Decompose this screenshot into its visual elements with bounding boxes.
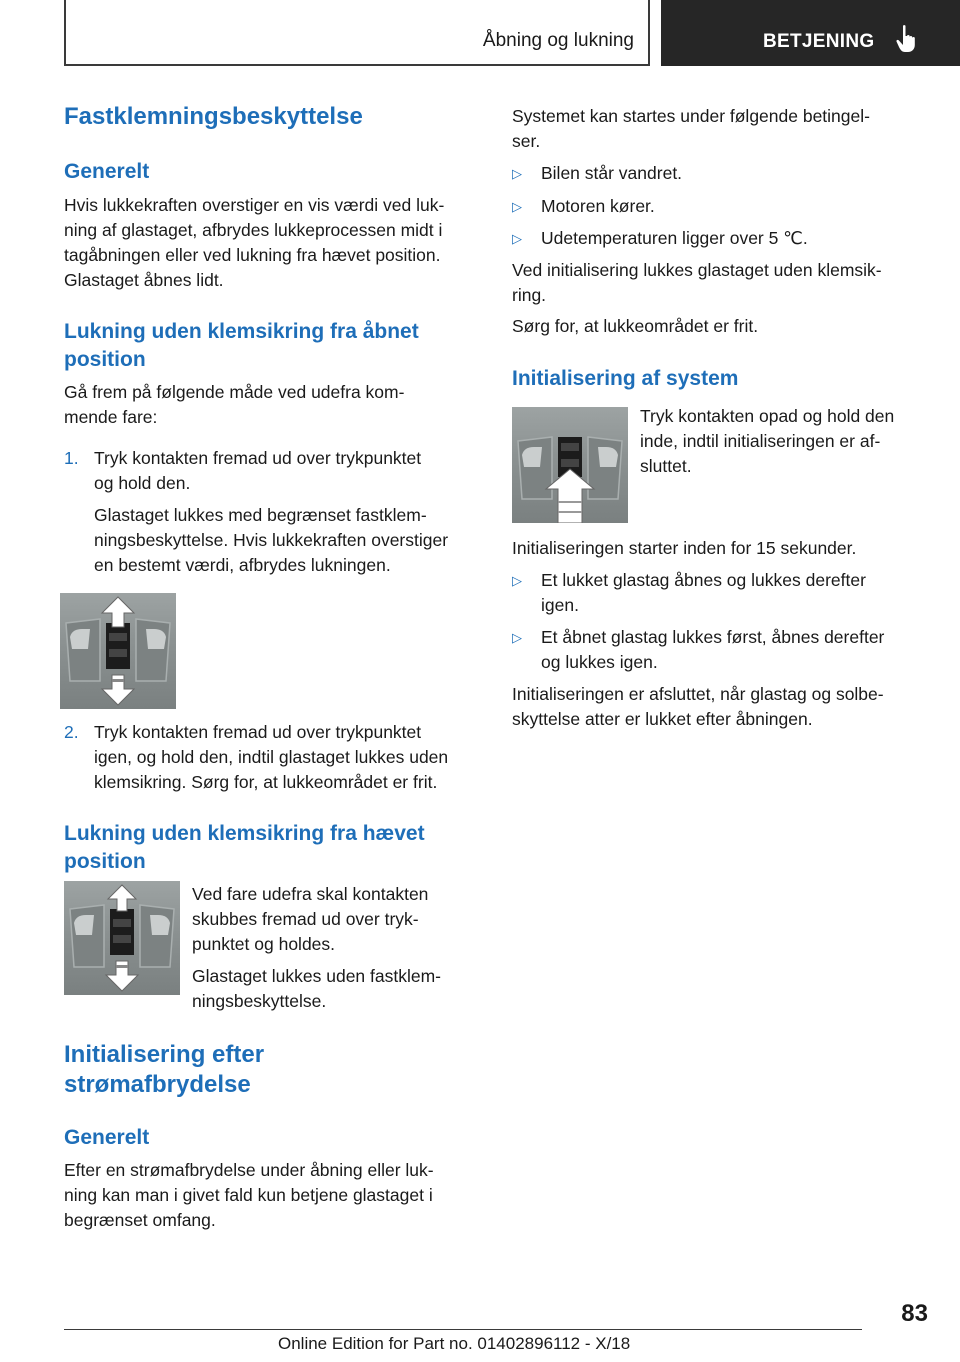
header-section-box [661, 0, 960, 66]
condition-3: Udetemperaturen ligger over 5 ℃. [541, 228, 808, 248]
switch-image-up-down [60, 593, 176, 709]
triangle-bullet-icon: ▷ [512, 231, 522, 246]
paragraph-init-starts: Initialiseringen starter inden for 15 sekunder. [512, 538, 857, 558]
pointing-hand-icon [894, 24, 922, 54]
triangle-bullet-icon: ▷ [512, 573, 522, 588]
paragraph-init-closed: Ved initialisering lukkes glastaget uden klemsik- ring. [512, 260, 882, 305]
triangle-bullet-icon: ▷ [512, 166, 522, 181]
triangle-bullet-icon: ▷ [512, 199, 522, 214]
paragraph-general-2: Efter en strømafbrydelse under åbning eller luk- ning kan man i givet fald kun betjene glastaget i begrænset omfang. [64, 1160, 434, 1230]
heading-init-system: Initialisering af system [512, 367, 739, 390]
paragraph-conditions: Systemet kan startes under følgende betingel- ser. [512, 106, 870, 151]
footer-divider [64, 1329, 862, 1330]
heading-anti-trap: Fastklemningsbeskyttelse [64, 103, 363, 130]
heading-close-open: Lukning uden klemsikring fra åbnet position [64, 320, 419, 371]
heading-close-raised: Lukning uden klemsikring fra hævet position [64, 822, 425, 873]
switch-image-press-up [512, 407, 628, 523]
heading-power-failure: Initialisering efter strømafbrydelse [64, 1041, 265, 1098]
triangle-bullet-icon: ▷ [512, 630, 522, 645]
paragraph-raised-result: Glastaget lukkes uden fastklem- ningsbeskyttelse. [192, 966, 442, 1011]
paragraph-raised-instruction: Ved fare udefra skal kontakten skubbes fremad ud over tryk- punktet og holdes. [192, 884, 429, 954]
condition-2: Motoren kører. [541, 196, 655, 216]
init-case-2: Et åbnet glastag lukkes først, åbnes derefter og lukkes igen. [541, 627, 885, 672]
heading-general-2: Generelt [64, 1126, 150, 1149]
paragraph-close-open: Gå frem på følgende måde ved udefra kom- mende fare: [64, 382, 405, 427]
init-case-1: Et lukket glastag åbnes og lukkes derefter igen. [541, 570, 866, 615]
switch-image-push-forward [64, 881, 180, 995]
page-number: 83 [901, 1300, 928, 1327]
step-1-subtext: Glastaget lukkes med begrænset fastklem- ningsbeskyttelse. Hvis lukkekraften overstiger en bestemt værdi, afbrydes lukningen. [94, 505, 449, 575]
paragraph-general: Hvis lukkekraften overstiger en vis værdi ved luk- ning af glastaget, afbrydes lukkeprocessen midt i tagåbningen eller ved lukning fra hævet position. Glastaget åbnes lidt. [64, 195, 445, 290]
step-2-number: 2. [64, 722, 79, 742]
paragraph-init-press: Tryk kontakten opad og hold den inde, indtil initialiseringen er af- sluttet. [640, 406, 895, 476]
footer-edition: Online Edition for Part no. 01402896112 - X/18 [278, 1334, 631, 1353]
step-1-number: 1. [64, 448, 79, 468]
header-chapter-box [64, 0, 650, 66]
chapter-title: Åbning og lukning [482, 30, 634, 51]
step-2-text: Tryk kontakten fremad ud over trykpunktet igen, og hold den, indtil glastaget lukkes uden klemsikring. Sørg for, at lukkeområdet er frit. [94, 722, 449, 792]
section-title: BETJENING [763, 31, 875, 52]
condition-1: Bilen står vandret. [541, 163, 683, 183]
heading-general: Generelt [64, 160, 150, 183]
step-1-text: Tryk kontakten fremad ud over trykpunktet og hold den. [94, 448, 422, 493]
paragraph-init-done: Initialiseringen er afsluttet, når glastag og solbe- skyttelse atter er lukket efter åbningen. [512, 684, 884, 729]
paragraph-clear-area: Sørg for, at lukkeområdet er frit. [512, 316, 759, 336]
